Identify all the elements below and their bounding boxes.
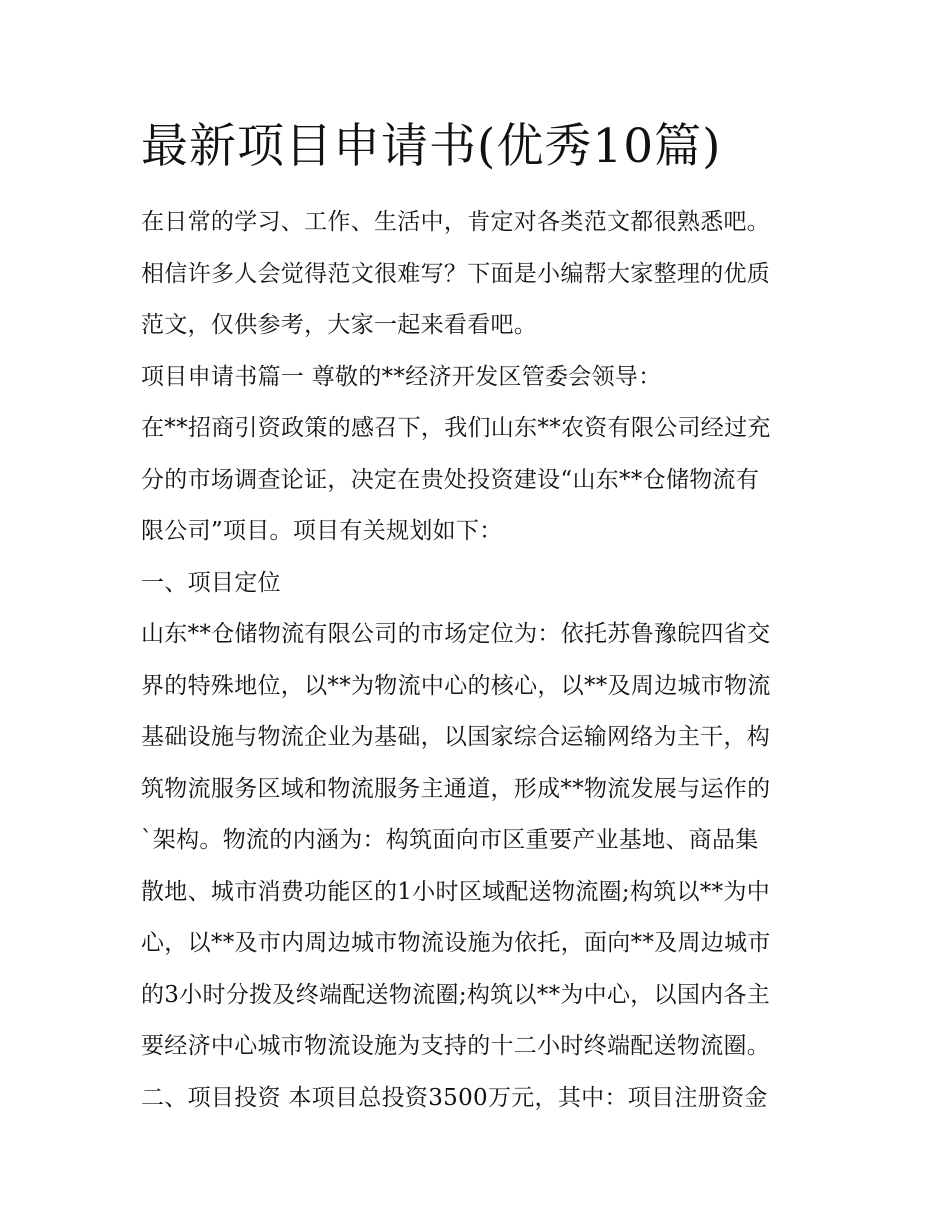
body-line: 要经济中心城市物流设施为支持的十二小时终端配送物流圈。 xyxy=(141,1033,771,1059)
document-body xyxy=(141,200,821,1127)
body-line: 心，以**及市内周边城市物流设施为依托，面向**及周边城市 xyxy=(141,930,771,956)
body-line: 基础设施与物流企业为基础，以国家综合运输网络为主干，构 xyxy=(141,724,771,750)
body-line: 界的特殊地位，以**为物流中心的核心，以**及周边城市物流 xyxy=(141,672,771,699)
section-heading-line: 项目申请书篇一 尊敬的**经济开发区管委会领导： xyxy=(141,363,662,390)
document-title: 最新项目申请书(优秀10篇) xyxy=(141,119,722,174)
body-line: 筑物流服务区域和物流服务主通道，形成**物流发展与运作的 xyxy=(141,775,771,802)
section-heading-line: 二、项目投资 本项目总投资3500万元，其中：项目注册资金 xyxy=(141,1084,768,1111)
body-line: `架构。物流的内涵为：构筑面向市区重要产业基地、商品集 xyxy=(141,827,759,853)
body-line: 的3小时分拨及终端配送物流圈;构筑以**为中心，以国内各主 xyxy=(141,981,771,1008)
body-line: 限公司”项目。项目有关规划如下： xyxy=(141,518,503,544)
body-line: 范文，仅供参考，大家一起来看看吧。 xyxy=(141,312,538,338)
section-heading-line: 一、项目定位 xyxy=(141,569,281,596)
body-line: 散地、城市消费功能区的1小时区域配送物流圈;构筑以**为中 xyxy=(141,878,771,905)
body-line: 相信许多人会觉得范文很难写？下面是小编帮大家整理的优质 xyxy=(141,260,771,287)
body-line: 山东**仓储物流有限公司的市场定位为：依托苏鲁豫皖四省交 xyxy=(141,621,771,647)
body-line: 在**招商引资政策的感召下，我们山东**农资有限公司经过充 xyxy=(141,415,771,441)
body-line: 在日常的学习、工作、生活中，肯定对各类范文都很熟悉吧。 xyxy=(141,209,771,235)
body-line: 分的市场调查论证，决定在贵处投资建设“山东**仓储物流有 xyxy=(141,466,760,493)
